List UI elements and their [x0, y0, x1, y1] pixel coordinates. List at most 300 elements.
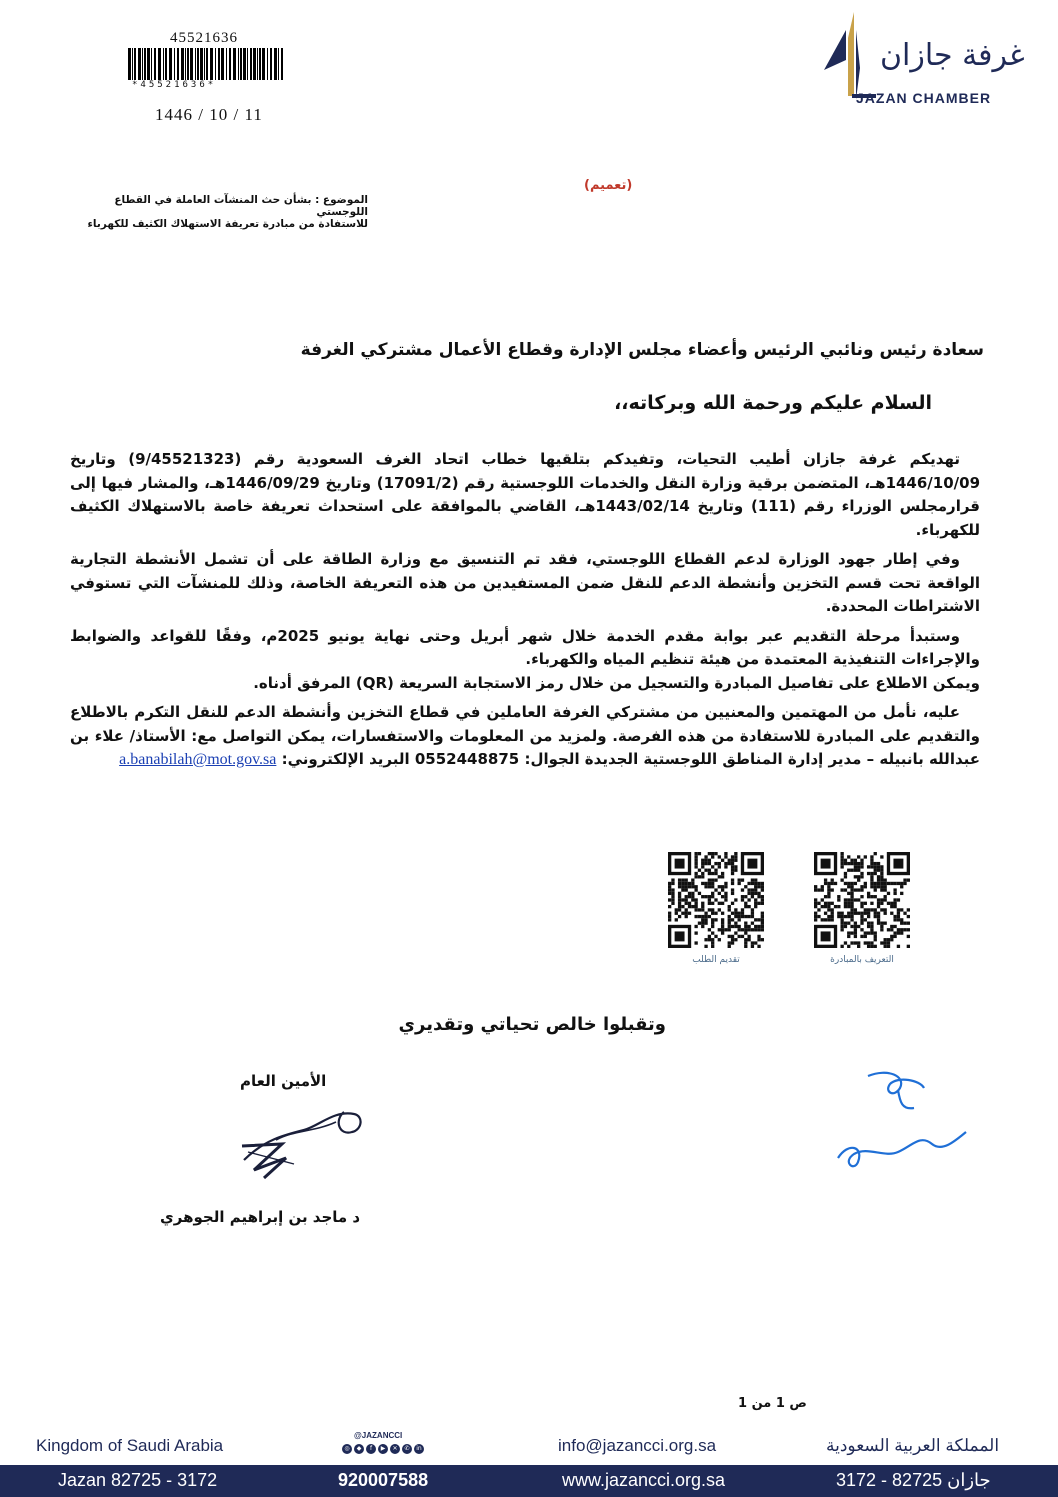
- qr-module: [681, 912, 684, 915]
- footer-bar: [0, 1465, 1058, 1497]
- qr-module: [884, 922, 887, 925]
- qr-module: [704, 915, 707, 918]
- qr-module: [714, 912, 717, 915]
- qr-module: [874, 945, 877, 948]
- qr-module: [817, 908, 820, 911]
- qr-module: [867, 931, 870, 934]
- qr-module: [907, 908, 910, 911]
- qr-module: [728, 941, 731, 944]
- qr-module: [854, 882, 857, 885]
- qr-module: [721, 888, 724, 891]
- qr-module: [721, 925, 724, 928]
- facebook-icon[interactable]: f: [366, 1444, 376, 1454]
- qr-module: [738, 878, 741, 881]
- qr-module: [864, 855, 867, 858]
- footer-website[interactable]: www.jazancci.org.sa: [562, 1470, 726, 1490]
- qr-module: [721, 931, 724, 934]
- qr-module: [864, 882, 867, 885]
- qr-module: [840, 915, 843, 918]
- qr-module: [874, 885, 877, 888]
- qr-module: [718, 862, 721, 865]
- qr-module: [721, 875, 724, 878]
- qr-module: [747, 938, 750, 941]
- qr-module: [847, 869, 850, 872]
- qr-module: [704, 922, 707, 925]
- qr-module: [751, 941, 754, 944]
- qr-module: [880, 878, 883, 881]
- qr-module: [724, 855, 727, 858]
- barcode-bar: [281, 48, 283, 80]
- qr-module: [668, 905, 671, 908]
- qr-module: [694, 875, 697, 878]
- qr-module: [844, 941, 847, 944]
- qr-module: [827, 902, 830, 905]
- barcode-bar: [147, 48, 150, 80]
- qr-module: [741, 915, 744, 918]
- qr-module: [698, 922, 701, 925]
- qr-module: [850, 941, 853, 944]
- qr-module: [814, 898, 817, 901]
- qr-module: [893, 925, 896, 928]
- qr-module: [704, 938, 707, 941]
- qr-module: [754, 882, 757, 885]
- qr-module: [698, 869, 701, 872]
- qr-module: [907, 878, 910, 881]
- apply-qr-code[interactable]: [668, 852, 764, 948]
- footer-social-icons: [342, 1444, 424, 1454]
- qr-module: [850, 902, 853, 905]
- snapchat-icon[interactable]: ◆: [354, 1444, 364, 1454]
- qr-module: [837, 915, 840, 918]
- qr-module: [708, 915, 711, 918]
- qr-module: [824, 895, 827, 898]
- qr-module: [854, 935, 857, 938]
- qr-module: [721, 902, 724, 905]
- barcode-bar: [144, 48, 146, 80]
- qr-module: [718, 875, 721, 878]
- barcode-bar: [257, 48, 258, 80]
- qr-module: [834, 905, 837, 908]
- qr-module: [847, 931, 850, 934]
- youtube-icon[interactable]: ▶: [378, 1444, 388, 1454]
- qr-module: [708, 898, 711, 901]
- qr-module: [704, 855, 707, 858]
- qr-module: [827, 908, 830, 911]
- paragraph-2: وفي إطار جهود الوزارة لدعم القطاع اللوجستي، فقد تم التنسيق مع وزارة الطاقة على أن تشمل الأنشطة التجارية الواقعة تحت قسم التخزين وأنشطة الدعم للنقل ضمن المستفيدين من هذه التعريفة الخاصة، وذلك للمنشآت التي تستوفي الاشتراطات المحددة.: [70, 550, 980, 615]
- qr-module: [884, 938, 887, 941]
- qr-module: [814, 915, 817, 918]
- contact-email-link[interactable]: a.banabilah@mot.gov.sa: [119, 751, 277, 768]
- qr-module: [724, 865, 727, 868]
- qr-module: [731, 869, 734, 872]
- qr-module: [708, 938, 711, 941]
- qr-module: [751, 882, 754, 885]
- qr-module: [860, 865, 863, 868]
- qr-module: [864, 931, 867, 934]
- qr-module: [814, 888, 817, 891]
- qr-module: [728, 922, 731, 925]
- qr-module: [814, 902, 817, 905]
- qr-module: [897, 882, 900, 885]
- qr-module: [714, 888, 717, 891]
- qr-module: [701, 918, 704, 921]
- footer-contact-row: [0, 1428, 1058, 1464]
- barcode-bar: [169, 48, 172, 80]
- qr-module: [840, 925, 843, 928]
- qr-module: [877, 922, 880, 925]
- qr-module: [847, 935, 850, 938]
- qr-module: [824, 882, 827, 885]
- qr-module: [678, 895, 681, 898]
- qr-module: [870, 878, 873, 881]
- qr-module: [840, 918, 843, 921]
- footer-social-handle: @JAZANCCI: [354, 1431, 403, 1440]
- qr-module: [694, 898, 697, 901]
- qr-module: [691, 885, 694, 888]
- info-qr-code[interactable]: [814, 852, 910, 948]
- qr-module: [754, 892, 757, 895]
- qr-module: [864, 941, 867, 944]
- qr-module: [721, 885, 724, 888]
- qr-module: [880, 925, 883, 928]
- qr-module: [893, 918, 896, 921]
- qr-module: [747, 928, 750, 931]
- qr-module: [704, 859, 707, 862]
- qr-module: [840, 855, 843, 858]
- qr-module: [844, 905, 847, 908]
- qr-module: [744, 945, 747, 948]
- barcode-bar: [270, 48, 272, 80]
- qr-module: [734, 898, 737, 901]
- qr-module: [874, 931, 877, 934]
- qr-module: [738, 918, 741, 921]
- qr-module: [698, 875, 701, 878]
- qr-module: [728, 915, 731, 918]
- qr-module: [880, 855, 883, 858]
- qr-module: [880, 928, 883, 931]
- qr-module: [691, 878, 694, 881]
- qr-module: [741, 912, 744, 915]
- barcode-bar: [238, 48, 239, 80]
- qr-module: [860, 915, 863, 918]
- qr-module: [831, 888, 834, 891]
- qr-module: [714, 862, 717, 865]
- qr-module: [668, 915, 671, 918]
- qr-module: [824, 878, 827, 881]
- qr-module: [698, 908, 701, 911]
- qr-module: [688, 892, 691, 895]
- qr-module: [728, 862, 731, 865]
- qr-module: [761, 898, 764, 901]
- qr-module: [840, 888, 843, 891]
- qr-module: [900, 882, 903, 885]
- qr-module: [757, 882, 760, 885]
- qr-module: [711, 922, 714, 925]
- qr-module: [860, 918, 863, 921]
- qr-module: [678, 882, 681, 885]
- qr-module: [685, 898, 688, 901]
- qr-module: [854, 862, 857, 865]
- subject-line-1: الموضوع : بشأن حث المنشآت العاملة في القطاع اللوجستي: [114, 194, 368, 218]
- qr-module: [751, 878, 754, 881]
- qr-module: [688, 902, 691, 905]
- qr-module: [757, 918, 760, 921]
- qr-module: [718, 865, 721, 868]
- qr-module: [728, 935, 731, 938]
- qr-module: [714, 872, 717, 875]
- qr-module: [714, 898, 717, 901]
- qr-module: [880, 865, 883, 868]
- qr-module: [711, 931, 714, 934]
- barcode-bar: [128, 48, 131, 80]
- qr-module: [694, 865, 697, 868]
- qr-module: [850, 862, 853, 865]
- qr-module: [678, 898, 681, 901]
- footer-email[interactable]: info@jazancci.org.sa: [558, 1436, 717, 1455]
- qr-module: [681, 878, 684, 881]
- qr-module: [860, 888, 863, 891]
- qr-module: [827, 895, 830, 898]
- qr-finder-pattern: [821, 931, 831, 941]
- barcode-bar: [177, 48, 179, 80]
- hijri-date: 1446 / 10 / 11: [155, 105, 263, 124]
- subject-block: [60, 194, 368, 230]
- qr-module: [877, 869, 880, 872]
- qr-module: [877, 898, 880, 901]
- qr-module: [874, 915, 877, 918]
- qr-module: [754, 941, 757, 944]
- qr-module: [890, 902, 893, 905]
- qr-module: [681, 888, 684, 891]
- qr-module: [870, 925, 873, 928]
- x-icon[interactable]: ✕: [390, 1444, 400, 1454]
- qr-module: [711, 912, 714, 915]
- qr-module: [671, 892, 674, 895]
- qr-module: [704, 945, 707, 948]
- barcode-bar: [134, 48, 136, 80]
- qr-module: [711, 855, 714, 858]
- qr-module: [728, 908, 731, 911]
- qr-module: [714, 852, 717, 855]
- qr-module: [817, 888, 820, 891]
- qr-module: [757, 938, 760, 941]
- qr-module: [887, 941, 890, 944]
- qr-module: [757, 945, 760, 948]
- qr-module: [850, 895, 853, 898]
- qr-module: [708, 882, 711, 885]
- qr-module: [754, 898, 757, 901]
- qr-module: [708, 885, 711, 888]
- qr-module: [900, 885, 903, 888]
- qr-module: [751, 912, 754, 915]
- qr-module: [857, 875, 860, 878]
- qr-module: [890, 882, 893, 885]
- qr-module: [734, 922, 737, 925]
- barcode-number: 45521636: [170, 30, 238, 46]
- qr-module: [678, 902, 681, 905]
- qr-module: [751, 922, 754, 925]
- qr-module: [847, 892, 850, 895]
- qr-module: [844, 859, 847, 862]
- qr-module: [711, 885, 714, 888]
- barcode-bar: [190, 48, 193, 80]
- qr-module: [854, 908, 857, 911]
- qr-module: [874, 869, 877, 872]
- qr-module: [847, 885, 850, 888]
- qr-module: [870, 908, 873, 911]
- barcode-bar: [262, 48, 265, 80]
- qr-module: [884, 878, 887, 881]
- qr-module: [718, 928, 721, 931]
- barcode-bar: [253, 48, 256, 80]
- qr-module: [854, 931, 857, 934]
- qr-module: [668, 892, 671, 895]
- qr-module: [671, 882, 674, 885]
- qr-module: [671, 898, 674, 901]
- qr-module: [668, 898, 671, 901]
- qr-module: [854, 898, 857, 901]
- qr-module: [668, 888, 671, 891]
- qr-module: [744, 922, 747, 925]
- paragraph-3a: وستبدأ مرحلة التقديم عبر بوابة مقدم الخدمة خلال شهر أبريل وحتى نهاية يونيو 2025م، وفقًا للقواعد والضوابط والإجراءات التنفيذية المعتمدة من هيئة تنظيم المياه والكهرباء.: [70, 626, 980, 668]
- qr-module: [691, 905, 694, 908]
- qr-module: [884, 898, 887, 901]
- qr-module: [874, 938, 877, 941]
- qr-module: [731, 862, 734, 865]
- qr-module: [870, 902, 873, 905]
- qr-module: [867, 865, 870, 868]
- qr-module: [754, 888, 757, 891]
- qr-module: [850, 892, 853, 895]
- barcode-bar: [197, 48, 199, 80]
- barcode-bar: [267, 48, 268, 80]
- qr-module: [698, 852, 701, 855]
- qr-module: [738, 915, 741, 918]
- qr-module: [847, 915, 850, 918]
- footer-phone[interactable]: 920007588: [338, 1470, 429, 1490]
- qr-module: [761, 888, 764, 891]
- qr-module: [854, 925, 857, 928]
- instagram-icon[interactable]: ◎: [342, 1444, 352, 1454]
- qr-module: [741, 878, 744, 881]
- qr-module: [738, 912, 741, 915]
- qr-module: [754, 878, 757, 881]
- qr-module: [678, 878, 681, 881]
- qr-module: [860, 859, 863, 862]
- qr-module: [751, 908, 754, 911]
- qr-module: [874, 908, 877, 911]
- qr-module: [675, 912, 678, 915]
- qr-module: [728, 905, 731, 908]
- qr-module: [711, 925, 714, 928]
- qr-module: [728, 918, 731, 921]
- qr-module: [711, 892, 714, 895]
- qr-module: [711, 895, 714, 898]
- qr-module: [685, 902, 688, 905]
- qr-finder-pattern: [893, 859, 903, 869]
- barcode-bar: [165, 48, 167, 80]
- qr-module: [734, 908, 737, 911]
- qr-module: [711, 908, 714, 911]
- qr-module: [744, 905, 747, 908]
- qr-module: [877, 878, 880, 881]
- qr-module: [860, 885, 863, 888]
- qr-module: [844, 882, 847, 885]
- qr-module: [827, 918, 830, 921]
- qr-module: [724, 862, 727, 865]
- qr-module: [847, 902, 850, 905]
- qr-module: [731, 912, 734, 915]
- barcode-bar: [221, 48, 224, 80]
- qr-module: [711, 902, 714, 905]
- qr-module: [884, 908, 887, 911]
- qr-module: [907, 935, 910, 938]
- qr-module: [741, 895, 744, 898]
- qr-module: [877, 862, 880, 865]
- qr-module: [897, 928, 900, 931]
- qr-module: [701, 905, 704, 908]
- qr-module: [880, 885, 883, 888]
- qr-module: [870, 922, 873, 925]
- qr-module: [824, 918, 827, 921]
- qr-module: [870, 882, 873, 885]
- qr-module: [688, 912, 691, 915]
- circular-label: (تعميم): [584, 178, 633, 193]
- info-qr-label: التعريف بالمبادرة: [830, 955, 894, 965]
- qr-module: [721, 859, 724, 862]
- qr-module: [877, 885, 880, 888]
- qr-module: [724, 895, 727, 898]
- qr-module: [831, 918, 834, 921]
- qr-module: [747, 892, 750, 895]
- qr-module: [731, 872, 734, 875]
- qr-module: [890, 938, 893, 941]
- qr-module: [757, 892, 760, 895]
- qr-module: [688, 905, 691, 908]
- qr-module: [870, 872, 873, 875]
- qr-module: [741, 935, 744, 938]
- qr-module: [900, 918, 903, 921]
- qr-module: [744, 895, 747, 898]
- qr-module: [831, 908, 834, 911]
- qr-module: [907, 915, 910, 918]
- qr-module: [751, 892, 754, 895]
- qr-module: [907, 922, 910, 925]
- qr-module: [847, 855, 850, 858]
- qr-module: [831, 882, 834, 885]
- qr-module: [860, 912, 863, 915]
- qr-module: [724, 898, 727, 901]
- qr-module: [694, 902, 697, 905]
- qr-module: [874, 888, 877, 891]
- footer-country-en: Kingdom of Saudi Arabia: [36, 1436, 224, 1455]
- qr-module: [734, 859, 737, 862]
- barcode-bar: [163, 48, 164, 80]
- whatsapp-icon[interactable]: ✆: [402, 1444, 412, 1454]
- qr-module: [817, 915, 820, 918]
- qr-module: [821, 905, 824, 908]
- linkedin-icon[interactable]: in: [414, 1444, 424, 1454]
- qr-module: [817, 902, 820, 905]
- qr-module: [701, 882, 704, 885]
- qr-module: [824, 912, 827, 915]
- qr-module: [897, 898, 900, 901]
- qr-module: [884, 945, 887, 948]
- barcode-bar: [215, 48, 216, 80]
- barcode-caption: *45521636*: [132, 80, 217, 90]
- qr-module: [691, 898, 694, 901]
- qr-module: [757, 925, 760, 928]
